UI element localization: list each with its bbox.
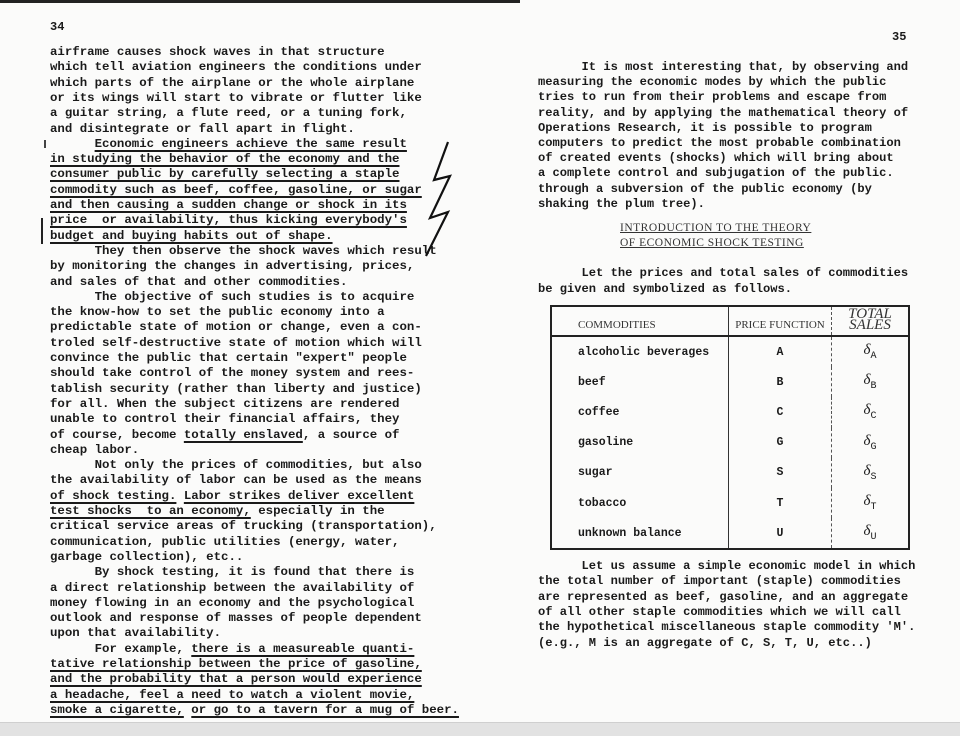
text-segment: convince the public that certain "expert" people [50,351,407,365]
left-page-number: 34 [50,20,65,34]
text-segment: and sales of that and other commodities. [50,274,348,289]
price-function-cell: C [729,397,832,427]
text-segment: predictable state of motion or change, even a con- [50,320,422,335]
total-sales-cell [832,336,910,367]
underlined-text: price or availability, thus kicking everybody's [50,213,407,228]
right-page-number: 35 [892,30,907,44]
price-function-cell: B [729,367,832,397]
section-heading-line-2: OF ECONOMIC SHOCK TESTING [620,237,804,249]
underlined-text: and then causing a sudden change or shock in its [50,198,407,212]
text-line [50,305,385,320]
underlined-text: Labor strikes deliver excellent [183,488,415,503]
text-line [50,183,422,198]
margin-tick-mark [44,140,46,148]
header-price-function: PRICE FUNCTION [729,306,832,336]
price-function-cell: T [729,488,832,518]
text-line [50,91,422,106]
text-line [50,550,243,565]
text-line: the hypothetical miscellaneous staple commodity 'M'. [538,620,916,635]
commodities-table [550,305,910,550]
commodity-cell: gasoline [551,428,729,458]
text-line [50,473,422,488]
text-line: are represented as beef, gasoline, and an aggregate [538,589,909,604]
sales-symbol: δ [863,372,871,389]
text-line [50,275,347,290]
text-line [50,366,414,381]
text-line [50,351,407,366]
text-segment [50,137,95,151]
price-function-cell: G [729,428,832,458]
text-line [50,458,422,473]
text-line [50,122,355,137]
text-line [50,213,407,228]
text-line [50,504,385,519]
text-segment: , a source of [302,427,400,442]
price-function-cell: S [729,458,832,488]
section-heading-line-1: INTRODUCTION TO THE THEORY [620,222,812,234]
text-segment: which tell aviation engineers the conditions under [50,60,422,75]
text-line [50,167,399,182]
text-segment: By shock testing, it is found that there is [50,565,415,580]
text-line [50,596,414,611]
sales-subscript: G [870,441,877,453]
total-sales-cell [832,367,910,397]
table-row [551,397,909,427]
underlined-text: totally enslaved [183,427,303,442]
text-line [50,688,414,703]
text-line [50,320,422,335]
text-line: It is most interesting that, by observing and [538,60,909,74]
text-segment: a guitar string, a flute reed, or a tuning fork, [50,106,407,121]
table-row [551,336,909,367]
text-segment: of course, become [50,427,184,442]
underlined-text: Economic engineers achieve the same result [94,136,407,151]
text-line [50,535,399,550]
underlined-text: or go to a tavern for a mug of beer. [191,702,459,717]
price-function-cell: A [729,336,832,367]
text-line [50,397,399,412]
margin-bar-mark [41,218,43,244]
text-line [50,519,437,534]
sales-subscript: U [870,532,877,544]
scan-bottom-edge [0,722,960,736]
commodity-cell: tobacco [551,488,729,518]
text-line: a complete control and subjugation of the public. [538,166,894,181]
sales-symbol: δ [863,402,871,419]
table-row [551,518,909,549]
text-segment [176,489,183,503]
header-commodities: COMMODITIES [551,306,729,336]
text-segment: tablish security (rather than liberty and justice) [50,381,422,396]
text-line: (e.g., M is an aggregate of C, S, T, U, etc..) [538,635,872,650]
sales-symbol: δ [863,523,871,540]
text-line: tries to run from their problems and escape from [538,90,887,105]
text-line [50,428,400,443]
text-segment: outlook and response of masses of people dependent [50,611,422,626]
text-line [50,45,385,60]
text-segment: which parts of the airplane or the whole airplane [50,75,415,90]
table-header-row [551,306,909,336]
total-sales-cell [832,428,910,458]
sales-symbol: δ [863,462,871,479]
text-line [50,244,437,259]
text-segment: or its wings will start to vibrate or flutter like [50,90,422,105]
sales-subscript: S [870,471,877,483]
total-sales-cell [832,458,910,488]
text-segment: money flowing in an economy and the psychological [50,595,415,610]
text-line: Operations Research, it is possible to program [538,120,872,135]
text-line: Let us assume a simple economic model in which [538,559,916,573]
sales-symbol: δ [863,432,871,449]
text-line: shaking the plum tree). [538,196,705,211]
text-line: the total number of important (staple) commodities [538,574,901,589]
text-line [50,382,422,397]
underlined-text: smoke a cigarette, [50,702,184,717]
text-segment: troled self-destructive state of motion which will [50,335,422,350]
text-segment: the availability of labor can be used as the means [50,473,422,488]
text-segment: for all. When the subject citizens are rendered [50,396,400,411]
underlined-text: in studying the behavior of the economy and the [50,152,400,167]
total-sales-cell [832,518,910,549]
text-line [50,412,399,427]
text-line [50,76,414,91]
header-total-sales: TOTAL SALES [832,306,910,336]
table-row [551,488,909,518]
text-line: of all other staple commodities which we will call [538,604,901,619]
text-line [50,60,422,75]
text-segment: airframe causes shock waves in that structure [50,45,385,59]
text-segment: For example, [50,641,192,656]
commodity-cell: sugar [551,458,729,488]
table-row [551,458,909,488]
text-line [50,657,422,672]
underlined-text: commodity such as beef, coffee, gasoline, or sugar [50,182,422,197]
text-line [50,259,414,274]
text-line [50,565,414,580]
text-line [50,672,422,687]
text-line [50,198,407,213]
text-line [50,581,414,596]
text-segment: communication, public utilities (energy, water, [50,534,400,549]
sales-subscript: T [870,502,877,514]
underlined-text: and the probability that a person would experience [50,672,422,687]
text-line [50,290,414,305]
commodity-cell: beef [551,367,729,397]
text-line: of created events (shocks) which will bring about [538,151,894,166]
text-line: measuring the economic modes by which the public [538,75,887,90]
text-line: be given and symbolized as follows. [538,282,793,296]
text-segment: the know-how to set the public economy into a [50,305,385,320]
text-segment: Not only the prices of commodities, but also [50,458,422,473]
lightning-bolt-margin-mark [420,140,460,260]
commodity-cell: unknown balance [551,518,729,549]
table-row [551,367,909,397]
text-line: reality, and by applying the mathematical theory of [538,105,909,120]
text-line [50,489,414,504]
sales-subscript: A [870,351,877,363]
sales-symbol: δ [863,493,871,510]
text-segment: especially in the [250,504,385,518]
text-line [50,703,459,718]
text-line [50,626,221,641]
text-line [50,611,422,626]
text-line: through a subversion of the public economy (by [538,181,872,196]
underlined-text: consumer public by carefully selecting a staple [50,167,400,182]
sales-symbol: δ [863,342,871,359]
text-segment: by monitoring the changes in advertising, prices, [50,259,415,274]
text-line: computers to predict the most probable combination [538,136,901,150]
sales-subscript: C [870,411,877,423]
text-segment: garbage collection), etc.. [50,549,244,564]
total-sales-cell [832,397,910,427]
text-segment: and disintegrate or fall apart in flight. [50,121,355,136]
underlined-text: there is a measureable quanti- [191,641,415,656]
text-segment: should take control of the money system and rees- [50,366,415,381]
text-segment: unable to control their financial affairs, they [50,412,400,427]
text-segment: a direct relationship between the availability of [50,580,415,595]
text-line [50,443,139,458]
text-line [50,336,422,351]
table-row [551,428,909,458]
text-segment: They then observe the shock waves which result [50,243,437,258]
text-line: Let the prices and total sales of commodities [538,266,909,280]
text-line [50,642,414,657]
underlined-text: test shocks to an economy, [50,504,251,518]
underlined-text: budget and buying habits out of shape. [50,228,333,243]
text-segment: critical service areas of trucking (transportation), [50,519,437,534]
commodity-cell: coffee [551,397,729,427]
underlined-text: a headache, feel a need to watch a violent movie, [50,687,415,702]
text-segment: upon that availability. [50,626,222,641]
text-line [50,229,333,244]
text-line [50,152,399,167]
underlined-text: tative relationship between the price of gasoline, [50,657,422,671]
price-function-cell: U [729,518,832,549]
text-segment: cheap labor. [50,442,140,457]
commodity-cell: alcoholic beverages [551,336,729,367]
text-line [50,137,407,152]
underlined-text: of shock testing. [50,488,177,503]
scan-top-edge [0,0,520,3]
total-sales-cell [832,488,910,518]
text-line [50,106,407,121]
sales-subscript: B [870,381,877,393]
text-segment: The objective of such studies is to acquire [50,289,415,304]
